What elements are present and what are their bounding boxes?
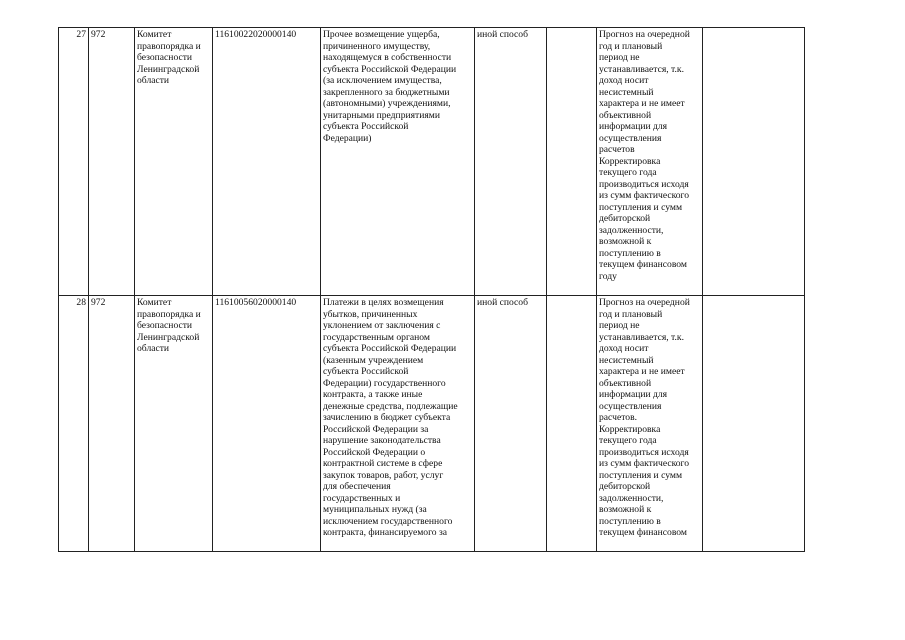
income-table xyxy=(58,27,805,552)
budget-classification-code: 11610022020000140 xyxy=(213,28,321,296)
administrator-name: Комитет правопорядка и безопасности Ленинградской области xyxy=(135,296,213,552)
table-row xyxy=(59,28,805,296)
administrator-name: Комитет правопорядка и безопасности Ленинградской области xyxy=(135,28,213,296)
forecast-comment: Прогноз на очередной год и плановый период не устанавливается, т.к. доход носит несистемный характера и не имеет объективной информации для осуществления расчетов Корректировка текущего года производиться исходя из сумм фактического поступления и сумм дебиторской задолженности, возможной к поступлению в текущем финансовом году xyxy=(597,28,703,296)
row-number: 27 xyxy=(59,28,89,296)
admin-code: 972 xyxy=(89,28,135,296)
empty-cell xyxy=(547,28,597,296)
admin-code: 972 xyxy=(89,296,135,552)
table-row xyxy=(59,296,805,552)
empty-cell xyxy=(547,296,597,552)
forecast-comment: Прогноз на очередной год и плановый период не устанавливается, т.к. доход носит несистемный характера и не имеет объективной информации для осуществления расчетов. Корректировка текущего года производиться исходя из сумм фактического поступления и сумм дебиторской задолженности, возможной к поступлению в текущем финансовом xyxy=(597,296,703,552)
row-number: 28 xyxy=(59,296,89,552)
income-name: Прочее возмещение ущерба, причиненного имуществу, находящемуся в собственности субъекта Российской Федерации (за исключением имущества, закрепленного за бюджетными (автономными) учреждениями, унитарными предприятиями субъекта Российской Федерации) xyxy=(321,28,475,296)
empty-cell xyxy=(703,296,805,552)
budget-classification-code: 11610056020000140 xyxy=(213,296,321,552)
income-name: Платежи в целях возмещения убытков, причиненных уклонением от заключения с государственным органом субъекта Российской Федерации (казенным учреждением субъекта Российской Федерации) государственного контракта, а также иные денежные средства, подлежащие зачислению в бюджет субъекта Российской Федерации за нарушение законодательства Российской Федерации о контрактной системе в сфере закупок товаров, работ, услуг для обеспечения государственных и муниципальных нужд (за исключением государственного контракта, финансируемого за xyxy=(321,296,475,552)
empty-cell xyxy=(703,28,805,296)
forecast-method: иной способ xyxy=(475,28,547,296)
forecast-method: иной способ xyxy=(475,296,547,552)
